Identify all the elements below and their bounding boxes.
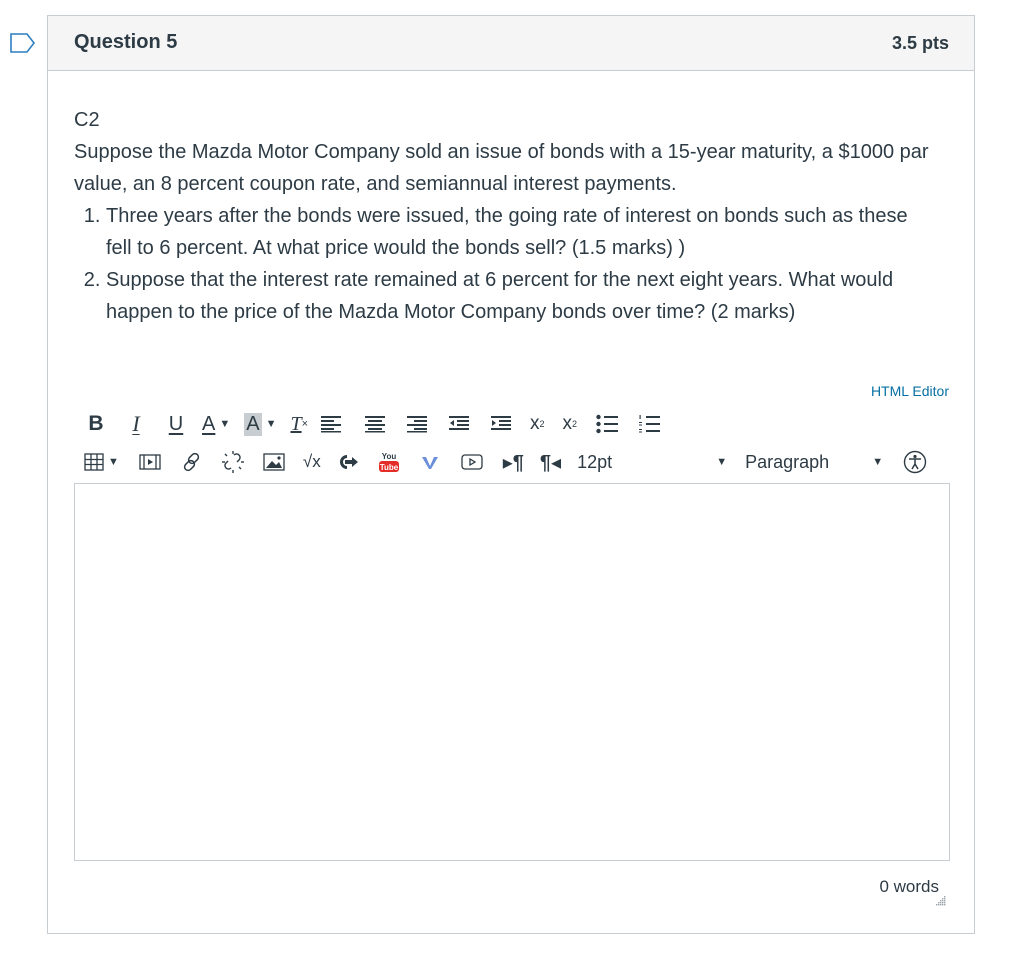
question-points: 3.5 pts — [891, 33, 949, 53]
chevron-down-icon: ▼ — [108, 456, 119, 468]
vimeo-icon — [421, 454, 439, 470]
question-text — [74, 104, 934, 328]
media-button[interactable] — [139, 448, 161, 476]
italic-button[interactable]: I — [132, 411, 140, 436]
chevron-down-icon: ▼ — [219, 418, 231, 430]
external-tool-button[interactable] — [337, 448, 359, 476]
chevron-down-icon: ▼ — [716, 456, 728, 468]
question-item-1: 1. Three years after the bonds were issued, the going rate of interest on bonds such as these fell to 6 percent. At what price would the bonds sell? (1.5 marks) ) — [106, 200, 934, 264]
question-header — [48, 16, 974, 71]
block-format-value: Paragraph — [745, 451, 830, 472]
clear-format-label: T — [290, 412, 302, 435]
bullet-list-button[interactable] — [595, 410, 619, 438]
rich-content-editor-area[interactable] — [74, 483, 950, 861]
outdent-button[interactable] — [448, 410, 470, 438]
block-format-select[interactable] — [745, 452, 883, 473]
clear-x-icon: × — [301, 418, 309, 430]
question-list — [74, 200, 934, 328]
youtube-button[interactable] — [377, 448, 401, 476]
rtl-button[interactable] — [540, 448, 561, 476]
unlink-button[interactable] — [221, 448, 245, 476]
table-button[interactable] — [84, 448, 119, 476]
image-icon — [263, 453, 285, 471]
left-to-right-icon: ▸¶ — [502, 451, 524, 474]
film-icon — [139, 453, 161, 471]
align-left-icon — [321, 415, 341, 433]
question-code: C2 — [74, 109, 100, 131]
chevron-down-icon: ▼ — [872, 456, 884, 468]
indent-button[interactable] — [490, 410, 512, 438]
link-button[interactable] — [181, 448, 203, 476]
numbered-list-icon — [638, 414, 660, 434]
accessibility-icon — [903, 450, 927, 474]
indent-icon — [491, 415, 511, 433]
editor-toolbar-row-1 — [84, 408, 661, 440]
chevron-down-icon: ▼ — [265, 418, 277, 430]
resize-handle-icon[interactable] — [934, 894, 946, 906]
link-icon — [181, 451, 203, 473]
bullet-list-icon — [596, 414, 618, 434]
font-size-select[interactable] — [577, 452, 727, 473]
superscript-button[interactable]: x 2 — [530, 413, 545, 434]
question-title: Question 5 — [74, 31, 178, 53]
bookmark-flag-icon[interactable] — [10, 33, 36, 53]
question-item-2: 2. Suppose that the interest rate remained at 6 percent for the next eight years. What would happen to the price of the Mazda Motor Company bonds over time? (2 marks) — [106, 264, 934, 328]
text-color-label: A — [202, 412, 216, 435]
superscript-label: x — [530, 413, 540, 434]
table-icon — [84, 453, 104, 471]
subscript-label: x — [562, 413, 573, 434]
align-center-icon — [365, 415, 385, 433]
background-color-button[interactable] — [244, 410, 276, 438]
align-right-icon — [407, 415, 427, 433]
video-button[interactable] — [461, 448, 483, 476]
subscript-button[interactable]: x 2 — [562, 413, 578, 434]
question-card — [47, 15, 975, 934]
ltr-button[interactable] — [503, 448, 524, 476]
unlink-icon — [221, 450, 245, 474]
bold-button[interactable]: B — [88, 412, 104, 435]
background-color-label: A — [246, 412, 260, 435]
accessibility-checker-button[interactable] — [903, 448, 927, 476]
right-to-left-icon: ¶◂ — [539, 451, 562, 474]
word-count: 0 words — [879, 877, 939, 896]
play-video-icon — [461, 453, 483, 471]
youtube-icon — [377, 450, 401, 474]
underline-button[interactable]: U — [168, 412, 184, 435]
align-left-button[interactable] — [320, 410, 342, 438]
outdent-icon — [449, 415, 469, 433]
clear-formatting-button[interactable] — [290, 410, 308, 438]
equation-button[interactable] — [303, 448, 321, 476]
text-color-button[interactable] — [202, 410, 230, 438]
html-editor-link[interactable]: HTML Editor — [870, 383, 949, 399]
align-right-button[interactable] — [406, 410, 428, 438]
image-button[interactable] — [263, 448, 285, 476]
align-center-button[interactable] — [364, 410, 386, 438]
editor-toolbar-row-2 — [84, 446, 927, 478]
vimeo-button[interactable] — [421, 448, 439, 476]
svg-text:Tube: Tube — [379, 463, 398, 472]
svg-text:You: You — [381, 452, 396, 461]
redirect-arrow-icon — [337, 452, 359, 472]
font-size-value: 12pt — [577, 451, 613, 472]
question-intro: Suppose the Mazda Motor Company sold an issue of bonds with a 15-year maturity, a $1000 par value, an 8 percent coupon rate, and semiannual interest payments. — [74, 141, 929, 195]
square-root-icon: √x — [302, 452, 321, 471]
numbered-list-button[interactable] — [637, 410, 661, 438]
